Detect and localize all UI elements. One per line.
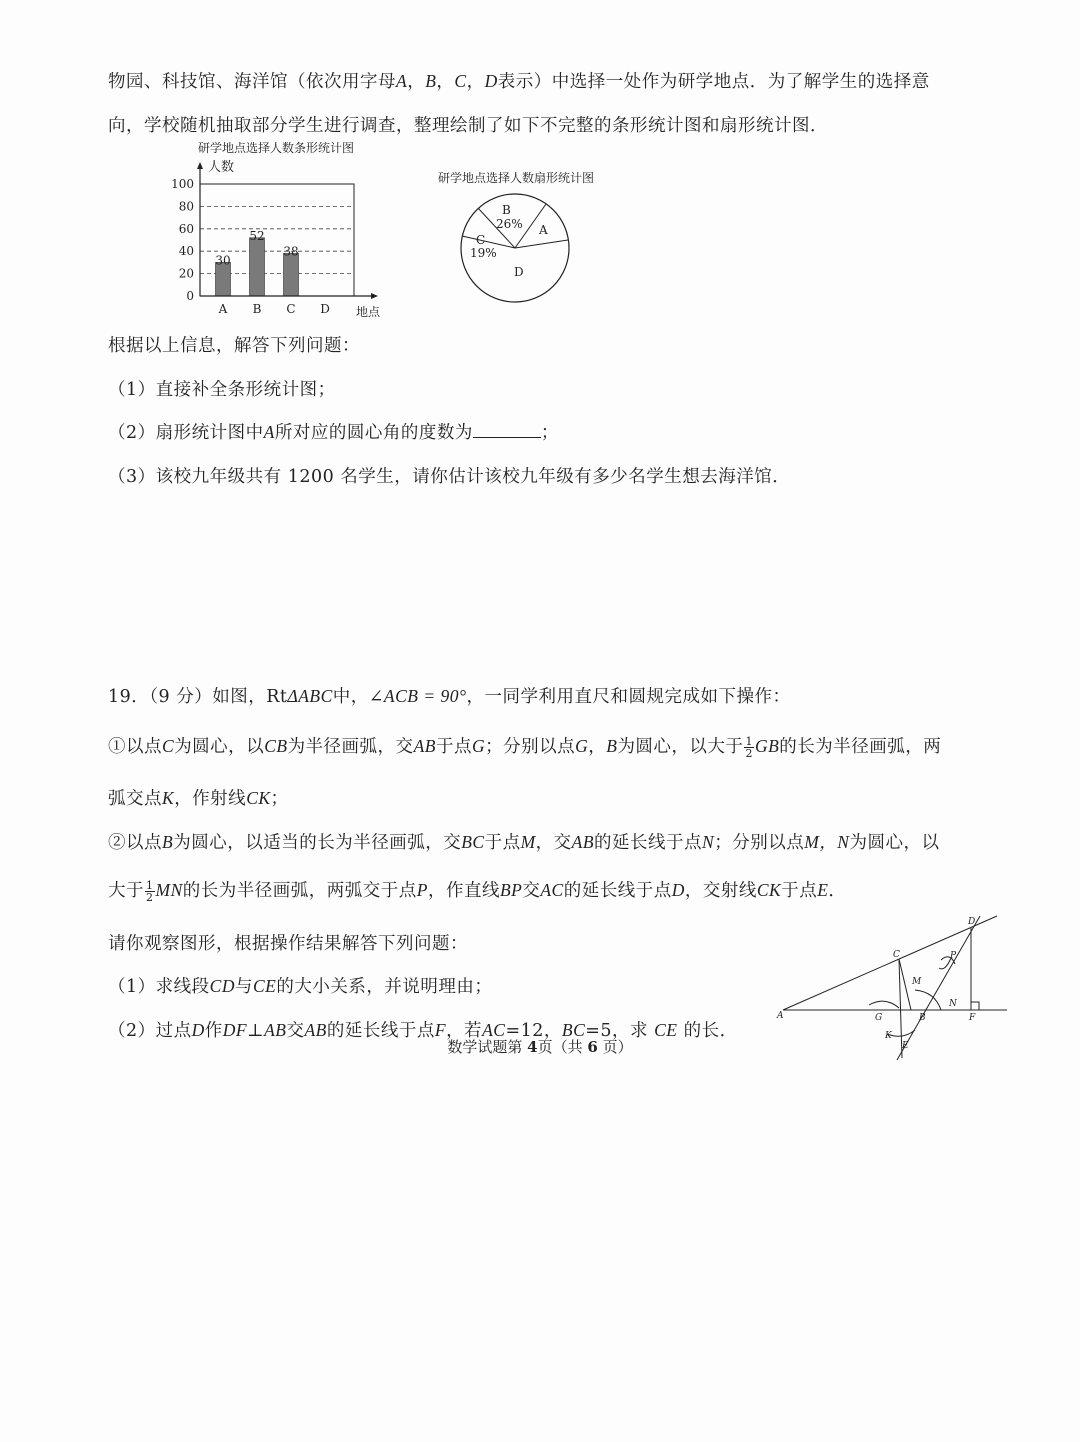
t: ； xyxy=(270,789,289,809)
intro-text: 物园、科技馆、海洋馆（依次用字母 xyxy=(108,72,396,92)
t: 的延长线于点 xyxy=(563,881,672,901)
bar-b xyxy=(250,238,265,296)
t: 弧交点 xyxy=(108,789,162,809)
q19-step-1-line-2 xyxy=(108,785,289,810)
page-number: 4 xyxy=(527,1038,538,1056)
right-angle-mark xyxy=(971,1002,979,1010)
t: 作 xyxy=(204,1021,223,1041)
t: 的延长线于点 xyxy=(594,833,703,853)
q19-step-1-line-1 xyxy=(108,733,941,759)
v: K xyxy=(162,788,175,808)
t: ②以点 xyxy=(108,833,162,853)
label-k: K xyxy=(885,1031,892,1041)
y-tick-label: 40 xyxy=(178,244,194,259)
t: 为圆心，以 xyxy=(849,833,940,853)
t: 于点 xyxy=(781,881,818,901)
v: AB xyxy=(264,1020,287,1040)
bar-value-label: 38 xyxy=(283,244,299,259)
total-pages: 6 xyxy=(587,1038,598,1056)
pie-label-a: A xyxy=(539,223,548,237)
t: （1）求线段 xyxy=(108,977,210,997)
pie-chart xyxy=(430,164,630,314)
letter-b: B xyxy=(425,71,437,91)
t: 于点 xyxy=(484,833,521,853)
v: CB xyxy=(264,736,288,756)
q19-text: ，一同学利用直尺和圆规完成如下操作： xyxy=(466,687,791,707)
v: C xyxy=(162,736,175,756)
label-c: C xyxy=(893,950,900,960)
x-tick-label: D xyxy=(320,302,330,316)
label-b: B xyxy=(919,1013,926,1023)
q18-part-1: （1）直接补全条形统计图； xyxy=(108,380,336,400)
page-footer xyxy=(0,1036,1080,1057)
label-d: D xyxy=(968,917,976,927)
q19-step-2-line-1 xyxy=(108,829,939,854)
t: ；分别以点 xyxy=(714,833,805,853)
v: F xyxy=(434,1020,447,1040)
letter-c: C xyxy=(454,71,467,91)
t: =5，求 xyxy=(585,1021,655,1041)
v: AC xyxy=(540,880,564,900)
pie-label-d: D xyxy=(514,265,524,279)
v: DF xyxy=(222,1020,248,1040)
q19-observe: 请你观察图形，根据操作结果解答下列问题： xyxy=(108,934,468,954)
v: B xyxy=(606,736,618,756)
intro-line-1: 物园、科技馆、海洋馆（依次用字母A，B，C，D表示）中选择一处作为研学地点．为了解学生的选择意 xyxy=(108,71,930,92)
v: D xyxy=(191,1020,205,1040)
fraction-numerator: 1 xyxy=(745,735,753,748)
v: BC xyxy=(461,832,485,852)
perp-symbol: ⊥ xyxy=(247,1021,265,1041)
t: ， xyxy=(588,737,607,757)
letter-a: A xyxy=(396,71,408,91)
v: B xyxy=(162,832,174,852)
v: AB xyxy=(413,736,436,756)
t: 的长为半径画弧，两 xyxy=(779,737,942,757)
bar-c xyxy=(284,253,299,296)
t: 数学试题第 xyxy=(447,1038,528,1056)
fraction-half xyxy=(145,880,155,903)
pie-label-b: B xyxy=(502,203,511,217)
bar-value-label: 52 xyxy=(249,228,265,243)
triangle-abc: ΔABC xyxy=(287,686,333,706)
v: P xyxy=(416,880,428,900)
v: G xyxy=(575,736,589,756)
t: 的长为半径画弧，两弧交于点 xyxy=(182,881,417,901)
y-tick-label: 100 xyxy=(171,177,194,191)
t: ，作直线 xyxy=(427,881,500,901)
t: 为圆心，以大于 xyxy=(617,737,744,757)
q19-text: 19．（9 分）如图，Rt xyxy=(108,687,288,707)
label-m: M xyxy=(912,977,922,987)
q18-lead: 根据以上信息，解答下列问题： xyxy=(108,336,360,356)
v: AB xyxy=(571,832,595,852)
t: 为半径画弧，交 xyxy=(287,737,414,757)
v: AC xyxy=(482,1020,506,1040)
y-tick-label: 60 xyxy=(178,221,194,236)
t: 交 xyxy=(522,881,541,901)
fraction-half xyxy=(744,736,754,759)
y-tick-label: 20 xyxy=(178,266,194,281)
x-tick-label: A xyxy=(218,302,228,316)
v: CK xyxy=(756,880,782,900)
v: CE xyxy=(252,976,277,996)
fraction-numerator: 1 xyxy=(146,879,154,892)
v: AB xyxy=(304,1020,327,1040)
t: 的长． xyxy=(677,1021,738,1041)
answer-blank xyxy=(473,423,541,438)
t: 与 xyxy=(234,977,253,997)
t: 交 xyxy=(286,1021,305,1041)
bar-a xyxy=(216,262,231,296)
pie-percent-c: 19% xyxy=(470,246,497,260)
q18-part-2-text: 所对应的圆心角的度数为 xyxy=(274,423,473,443)
arc-g xyxy=(869,1001,899,1008)
fraction-denominator: 2 xyxy=(745,747,753,760)
t: （2）过点 xyxy=(108,1021,192,1041)
bar-chart xyxy=(160,136,400,322)
t: 为圆心，以 xyxy=(174,737,265,757)
t: 于点 xyxy=(435,737,472,757)
v: GB xyxy=(754,736,780,756)
t: 大于 xyxy=(108,881,144,901)
y-tick-label: 0 xyxy=(186,289,194,303)
v: MN xyxy=(155,880,183,900)
t: 页） xyxy=(597,1038,633,1056)
v: BP xyxy=(499,880,523,900)
q19-part-1 xyxy=(108,973,492,998)
var-a: A xyxy=(263,422,275,442)
t: ，交射线 xyxy=(684,881,757,901)
t: ，交 xyxy=(535,833,572,853)
v: N xyxy=(702,832,715,852)
t: ，作射线 xyxy=(174,789,247,809)
q19-text: 中， xyxy=(332,687,369,707)
letter-d: D xyxy=(484,71,498,91)
t: 的大小关系，并说明理由； xyxy=(276,977,493,997)
t: 为圆心，以适当的长为半径画弧，交 xyxy=(173,833,462,853)
pie-label-c: C xyxy=(476,233,486,247)
t: =12， xyxy=(505,1021,562,1041)
t: 页（共 xyxy=(537,1038,588,1056)
q18-part-3: （3）该校九年级共有 1200 名学生，请你估计该校九年级有多少名学生想去海洋馆． xyxy=(108,467,791,487)
t: ． xyxy=(828,881,847,901)
y-axis-arrow xyxy=(197,162,203,169)
v: BC xyxy=(561,1020,586,1040)
t: ，若 xyxy=(446,1021,483,1041)
v: E xyxy=(817,880,829,900)
label-a: A xyxy=(777,1011,784,1021)
q19-heading xyxy=(108,683,791,708)
v: D xyxy=(671,880,685,900)
v: M xyxy=(520,832,536,852)
angle-acb: ∠ACB = 90° xyxy=(368,686,467,706)
x-tick-label: B xyxy=(252,302,262,316)
v: CK xyxy=(246,788,271,808)
q18-part-2-end: ； xyxy=(540,423,559,443)
v: M，N xyxy=(804,832,850,852)
label-n: N xyxy=(949,999,957,1009)
t: ；分别以点 xyxy=(485,737,576,757)
intro-line-2: 向，学校随机抽取部分学生进行调查，整理绘制了如下不完整的条形统计图和扇形统计图． xyxy=(108,116,828,136)
bar-value-label: 30 xyxy=(215,253,231,268)
line-ad xyxy=(783,916,997,1010)
pie-slice-boundary xyxy=(515,240,568,248)
v: CD xyxy=(209,976,235,996)
bar-chart-title: 研学地点选择人数条形统计图 xyxy=(198,141,355,155)
label-e: E xyxy=(902,1041,909,1051)
v: G xyxy=(471,736,486,756)
pie-percent-b: 26% xyxy=(496,217,523,231)
x-tick-label: C xyxy=(286,302,296,316)
q18-part-2-text: （2）扇形统计图中 xyxy=(108,423,264,443)
x-axis-arrow xyxy=(371,293,378,299)
q18-part-2 xyxy=(108,419,559,444)
t: 的延长线于点 xyxy=(326,1021,435,1041)
q19-step-2-line-2 xyxy=(108,877,846,903)
y-tick-label: 80 xyxy=(178,199,194,214)
pie-chart-title: 研学地点选择人数扇形统计图 xyxy=(438,171,595,185)
label-f: F xyxy=(969,1013,976,1023)
fraction-denominator: 2 xyxy=(146,891,154,904)
v: CE xyxy=(654,1020,678,1040)
label-g: G xyxy=(875,1013,883,1023)
label-p: P xyxy=(950,951,957,961)
t: ①以点 xyxy=(108,737,162,757)
bar-chart-xlabel: 地点 xyxy=(356,305,381,319)
bar-chart-ylabel: 人数 xyxy=(208,160,235,175)
intro-text: 表示）中选择一处作为研学地点．为了解学生的选择意 xyxy=(497,72,930,92)
